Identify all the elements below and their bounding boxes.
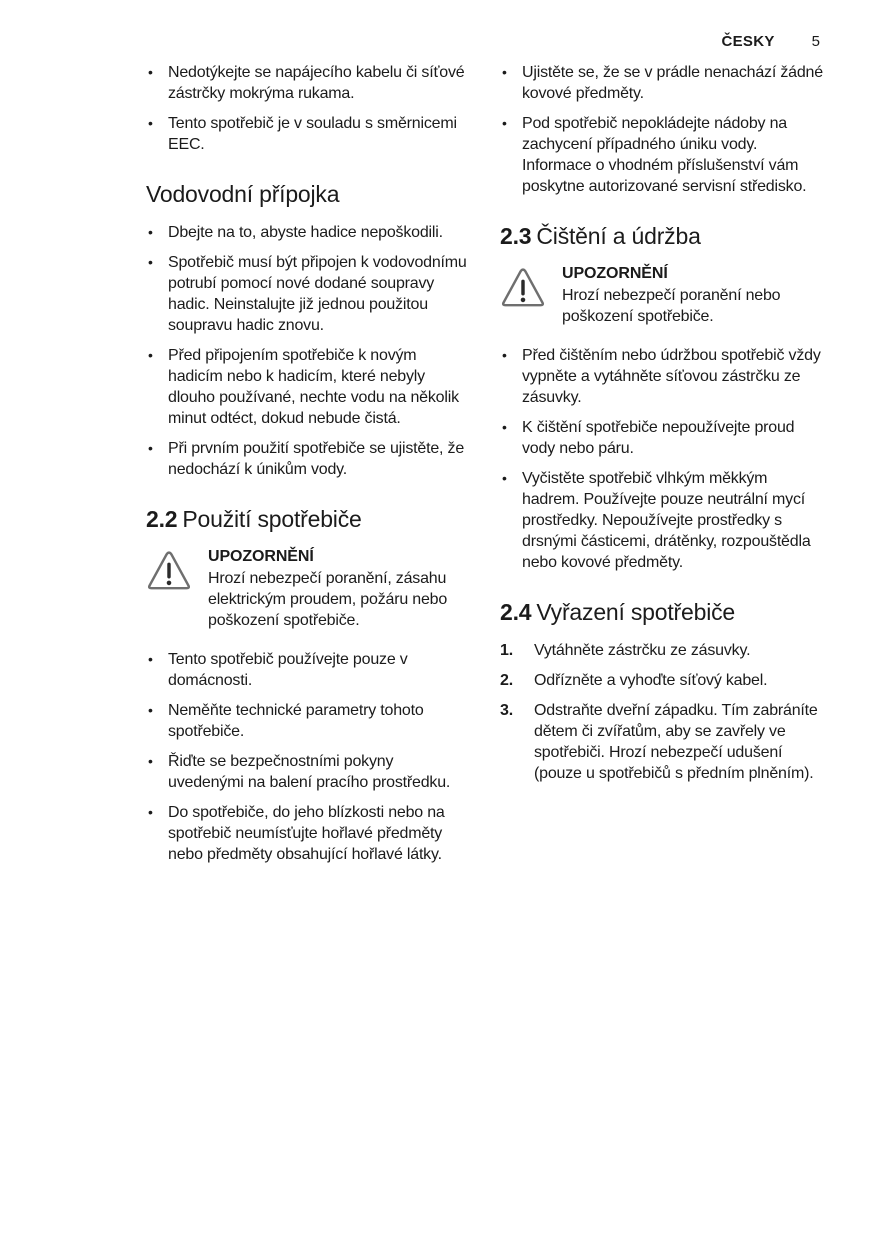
list-item	[500, 468, 824, 573]
appliance-use-heading	[146, 506, 470, 533]
bullet-icon: •	[502, 115, 507, 131]
section-title: Použití spotřebiče	[182, 506, 362, 532]
bullet-icon: •	[148, 702, 153, 718]
laundry-safety-list	[500, 62, 824, 197]
page-number: 5	[811, 33, 820, 50]
list-item	[146, 222, 470, 243]
list-item	[146, 649, 470, 691]
bullet-icon: •	[502, 64, 507, 80]
list-item	[500, 345, 824, 408]
list-item-text: Dbejte na to, abyste hadice nepoškodili.	[168, 224, 443, 241]
section-number: 2.2	[146, 506, 178, 532]
step-item	[500, 640, 824, 661]
list-item	[146, 438, 470, 480]
language-label: ČESKY	[721, 33, 775, 50]
list-item-text: Spotřebič musí být připojen k vodovodnímu potrubí pomocí nové dodané soupravy hadic. Neinstalujte již jednou použitou soupravu hadic znovu.	[168, 254, 467, 334]
list-item-text: Pod spotřebič nepokládejte nádoby na zachycení případného úniku vody. Informace o vhodném příslušenství vám poskytne autorizované servisní středisko.	[522, 115, 807, 195]
list-item	[146, 62, 470, 104]
step-item	[500, 670, 824, 691]
section-number: 2.4	[500, 599, 532, 625]
water-connection-heading: Vodovodní přípojka	[146, 181, 340, 207]
disposal-heading	[500, 599, 824, 626]
list-item	[500, 113, 824, 197]
bullet-icon: •	[148, 224, 153, 240]
bullet-icon: •	[148, 254, 153, 270]
list-item-text: Tento spotřebič je v souladu s směrnicemi EEC.	[168, 115, 457, 153]
page-content	[146, 62, 824, 874]
list-item-text: Při prvním použití spotřebiče se ujistěte, že nedochází k únikům vody.	[168, 440, 465, 478]
list-item-text: Před čištěním nebo údržbou spotřebič vždy vypněte a vytáhněte síťovou zástrčku ze zásuvky.	[522, 347, 821, 406]
bullet-icon: •	[148, 804, 153, 820]
bullet-icon: •	[148, 64, 153, 80]
bullet-icon: •	[148, 651, 153, 667]
list-item-text: Nedotýkejte se napájecího kabelu či síťové zástrčky mokrýma rukama.	[168, 64, 465, 102]
warning-body	[562, 264, 824, 327]
warning-title: UPOZORNĚNÍ	[562, 265, 668, 282]
section-number: 2.3	[500, 223, 532, 249]
step-number: 2.	[500, 672, 513, 689]
page-header	[0, 33, 820, 50]
warning-text: Hrozí nebezpečí poranění nebo poškození spotřebiče.	[562, 287, 781, 325]
warning-triangle-icon	[500, 264, 562, 327]
warning-box	[500, 264, 824, 327]
appliance-use-list	[146, 649, 470, 865]
left-column	[146, 62, 470, 874]
cleaning-list	[500, 345, 824, 573]
list-item	[146, 802, 470, 865]
list-item	[500, 62, 824, 104]
warning-box	[146, 547, 470, 631]
list-item-text: Řiďte se bezpečnostními pokyny uvedenými na balení pracího prostředku.	[168, 753, 451, 791]
step-text: Vytáhněte zástrčku ze zásuvky.	[534, 642, 751, 659]
list-item-text: Tento spotřebič používejte pouze v domácnosti.	[168, 651, 408, 689]
list-item-text: K čištění spotřebiče nepoužívejte proud vody nebo páru.	[522, 419, 795, 457]
warning-text: Hrozí nebezpečí poranění, zásahu elektrickým proudem, požáru nebo poškození spotřebiče.	[208, 570, 448, 629]
warning-title: UPOZORNĚNÍ	[208, 548, 314, 565]
list-item	[146, 751, 470, 793]
water-connection-list	[146, 222, 470, 480]
list-item	[146, 252, 470, 336]
bullet-icon: •	[502, 347, 507, 363]
warning-triangle-icon	[146, 547, 208, 631]
step-text: Odřízněte a vyhoďte síťový kabel.	[534, 672, 768, 689]
list-item-text: Ujistěte se, že se v prádle nenachází žádné kovové předměty.	[522, 64, 823, 102]
list-item	[146, 113, 470, 155]
list-item-text: Neměňte technické parametry tohoto spotřebiče.	[168, 702, 424, 740]
warning-body	[208, 547, 470, 631]
bullet-icon: •	[148, 115, 153, 131]
section-title: Čištění a údržba	[536, 223, 701, 249]
bullet-icon: •	[148, 753, 153, 769]
list-item-text: Před připojením spotřebiče k novým hadicím nebo k hadicím, které nebyly dlouho používané, nechte vodu na několik minut odtéct, dokud nebude čistá.	[168, 347, 459, 427]
electrical-safety-list	[146, 62, 470, 155]
step-text: Odstraňte dveřní západku. Tím zabráníte dětem či zvířatům, aby se zavřely ve spotřebiči. Hrozí nebezpečí udušení (pouze u spotřebičů s předním plněním).	[534, 702, 818, 782]
bullet-icon: •	[148, 347, 153, 363]
bullet-icon: •	[148, 440, 153, 456]
list-item	[146, 345, 470, 429]
list-item	[500, 417, 824, 459]
list-item-text: Vyčistěte spotřebič vlhkým měkkým hadrem. Používejte pouze neutrální mycí prostředky. Nepoužívejte prostředky s drsnými částicemi, drátěnky, rozpouštědla nebo kovové předměty.	[522, 470, 811, 571]
step-number: 1.	[500, 642, 513, 659]
cleaning-heading	[500, 223, 824, 250]
section-title: Vyřazení spotřebiče	[536, 599, 735, 625]
right-column	[500, 62, 824, 874]
bullet-icon: •	[502, 470, 507, 486]
step-item	[500, 700, 824, 784]
list-item-text: Do spotřebiče, do jeho blízkosti nebo na spotřebič neumísťujte hořlavé předměty nebo předměty obsahující hořlavé látky.	[168, 804, 445, 863]
bullet-icon: •	[502, 419, 507, 435]
list-item	[146, 700, 470, 742]
disposal-steps	[500, 640, 824, 784]
step-number: 3.	[500, 702, 513, 719]
